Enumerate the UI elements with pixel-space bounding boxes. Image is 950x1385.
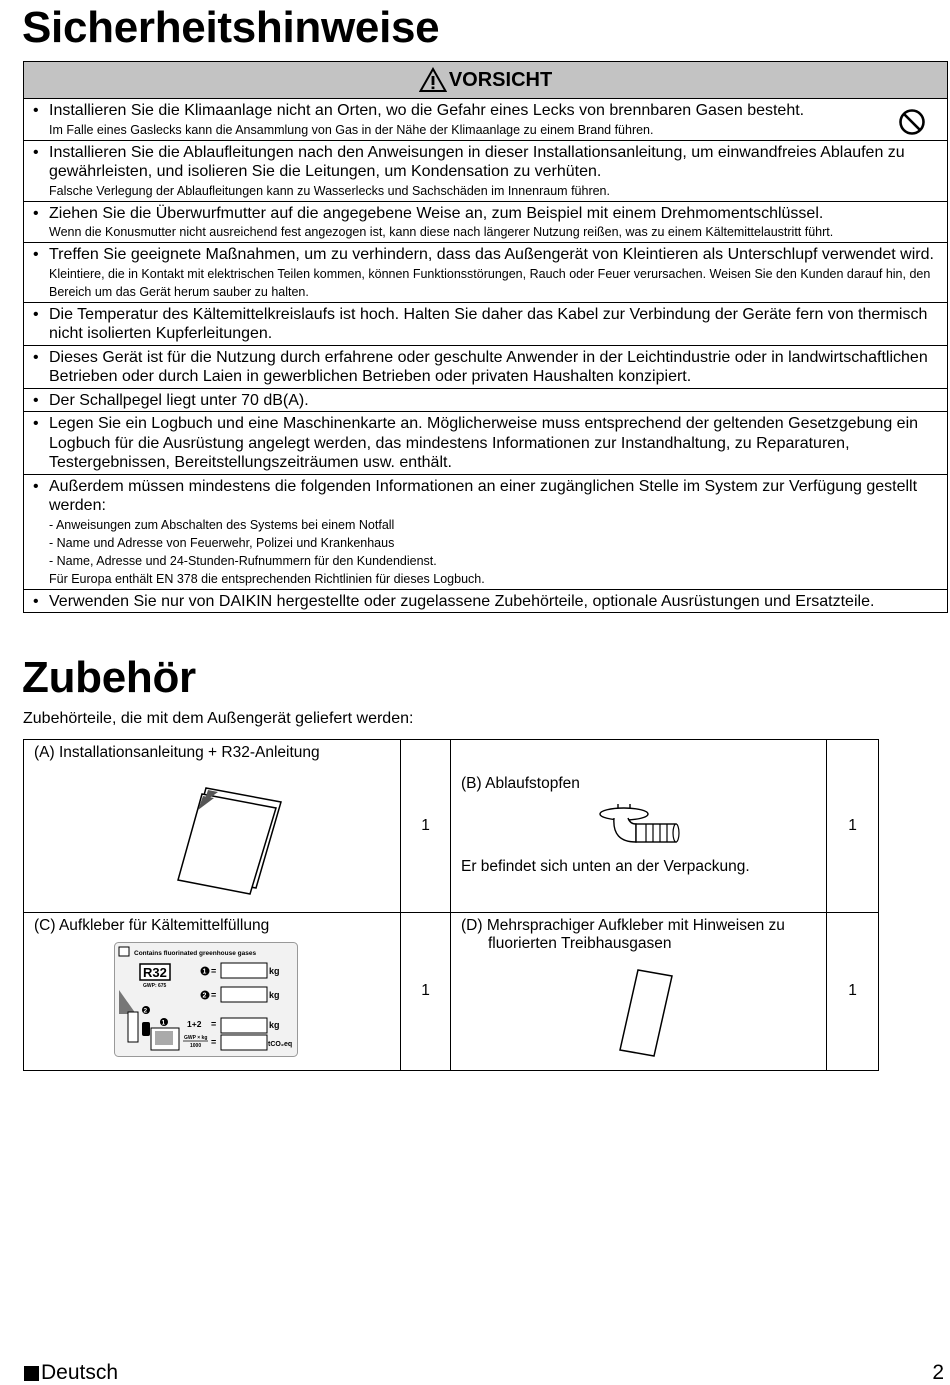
safety-item-note: - Name, Adresse und 24-Stunden-Rufnummern für den Kundendienst. [49,553,437,568]
caution-header [24,62,947,99]
accessory-qty: 1 [401,912,451,1070]
refrigerant-sticker-image [114,942,298,1057]
safety-item-note: - Anweisungen zum Abschalten des Systems bei einem Notfall [49,517,395,532]
safety-item-text: Der Schallpegel liegt unter 70 dB(A). [49,391,309,409]
caution-box [23,61,948,613]
svg-text:=: = [211,965,217,976]
accessory-label: (A) Installationsanleitung + R32-Anleitung [34,744,320,761]
safety-item-note: Im Falle eines Gaslecks kann die Ansammlung von Gas in der Nähe der Klimaanlage zu einem Brand führen. [49,122,654,137]
svg-text:=: = [211,989,217,1000]
page-number: 2 [932,1361,944,1384]
accessory-qty: 1 [401,740,451,913]
language-label: Deutsch [41,1361,119,1384]
safety-item: • Treffen Sie geeignete Maßnahmen, um zu verhindern, dass das Außengerät von Kleintieren als Unterschlupf verwendet wird. Kleintiere, die in Kontakt mit elektrischen Teilen kommen, können Funktionsstörungen, Rauch oder Feuer verursachen. Weisen Sie den Kunden darauf hin, den Bereich um das Gerät herum sauber zu halten. [24,243,947,303]
svg-text:=: = [211,1036,217,1047]
accessory-qty: 1 [827,740,879,913]
svg-text:GWP × kg: GWP × kg [184,1034,208,1041]
safety-item: • Außerdem müssen mindestens die folgenden Informationen an einer zugänglichen Stelle im System zur Verfügung gestellt werden: - Anweisungen zum Abschalten des Systems bei einem Notfall - Name und Adresse von Feuerwehr, Polizei und Krankenhaus - Name, Adresse und 24-Stunden-Rufnummern für den Kundendienst. Für Europa enthält EN 378 die entsprechenden Richtlinien für dieses Logbuch. [24,475,947,590]
page-title: Sicherheitshinweise [22,3,440,52]
accessory-note: Er befindet sich unten an der Verpackung. [461,858,750,875]
accessory-qty: 1 [827,912,879,1070]
safety-item-note: - Name und Adresse von Feuerwehr, Polizei und Krankenhaus [49,535,395,550]
safety-item: • Der Schallpegel liegt unter 70 dB(A). [24,389,947,413]
safety-item-text: Außerdem müssen mindestens die folgenden Informationen an einer zugänglichen Stelle im System zur Verfügung gestellt werden: [49,477,918,514]
svg-text:kg: kg [269,965,280,976]
svg-text:kg: kg [269,989,280,1000]
accessory-label: (B) Ablaufstopfen [461,775,580,792]
safety-item-text: Treffen Sie geeignete Maßnahmen, um zu verhindern, dass das Außengerät von Kleintieren als Unterschlupf verwendet wird. [49,246,934,263]
square-bullet-icon [24,1366,39,1381]
accessories-intro: Zubehörteile, die mit dem Außengerät geliefert werden: [23,710,414,727]
drain-plug-icon [596,802,681,854]
prohibited-icon [898,108,926,136]
sticker-gwp: GWP: 675 [143,982,167,989]
sticker-header: Contains fluorinated greenhouse gases [134,949,257,957]
safety-item-note: Kleintiere, die in Kontakt mit elektrischen Teilen kommen, können Funktionsstörungen, Rauch oder Feuer verursachen. Weisen Sie den Kunden darauf hin, den Bereich um das Gerät herum sauber zu halten. [49,266,931,299]
safety-item-note: Wenn die Konusmutter nicht ausreichend fest angezogen ist, kann diese nach längerer Nutzung reißen, was zu einem Kältemittelaustritt führt. [49,225,834,239]
accessory-cell-a [24,740,401,913]
safety-item: • Die Temperatur des Kältemittelkreislaufs ist hoch. Halten Sie daher das Kabel zur Verbindung der Geräte fern von thermisch nicht isolierten Kupferleitungen. [24,303,947,346]
manual-booklets-icon [174,780,284,895]
safety-item: • Dieses Gerät ist für die Nutzung durch erfahrene oder geschulte Anwender in der Leichtindustrie oder in landwirtschaftlichen Betrieben oder durch Laien in gewerblichen Betrieben oder privaten Haushalten konzipiert. [24,346,947,389]
fgas-label-strip-icon [616,968,676,1058]
warning-icon [419,67,447,93]
safety-item-text: Installieren Sie die Ablaufleitungen nach den Anweisungen in dieser Installationsanleitung, um einwandfreies Ablaufen zu gewährleisten, und isolieren Sie die Leitungen, um Kondensation zu verhüten. [49,143,905,180]
accessory-cell-b [451,740,827,913]
footer-language [24,1361,118,1385]
accessories-table [23,739,879,1071]
section-title: Zubehör [22,653,196,702]
safety-item: • Installieren Sie die Klimaanlage nicht an Orten, wo die Gefahr eines Lecks von brennbaren Gasen besteht. Im Falle eines Gaslecks kann die Ansammlung von Gas in der Nähe der Klimaanlage zu einem Brand führen. [24,99,947,141]
safety-item-note: Für Europa enthält EN 378 die entsprechenden Richtlinien für dieses Logbuch. [49,571,485,586]
safety-item-text: Legen Sie ein Logbuch und eine Maschinenkarte an. Möglicherweise muss entsprechend der geltenden Gesetzgebung ein Logbuch für die Ausrüstung angelegt werden, das mindestens Informationen zur Instandhaltung, zu Reparaturen, Testergebnissen, Bereitstellungszeiträumen usw. enthält. [49,415,919,471]
safety-item-text: Ziehen Sie die Überwurfmutter auf die angegebene Weise an, zum Beispiel mit einem Drehmomentschlüssel. [49,204,824,222]
safety-item-note: Falsche Verlegung der Ablaufleitungen kann zu Wasserlecks und Sachschäden im Innenraum führen. [49,183,610,198]
svg-text:2: 2 [202,992,207,1000]
accessory-label: (C) Aufkleber für Kältemittelfüllung [34,916,270,934]
safety-item-text: Verwenden Sie nur von DAIKIN hergestellte oder zugelassene Zubehörteile, optionale Ausrüstungen und Ersatzteile. [49,592,875,610]
svg-text:kg: kg [269,1019,280,1030]
svg-text:1: 1 [161,1019,166,1027]
safety-item-text: Installieren Sie die Klimaanlage nicht an Orten, wo die Gefahr eines Lecks von brennbaren Gasen besteht. [49,102,805,119]
safety-item: • Legen Sie ein Logbuch und eine Maschinenkarte an. Möglicherweise muss entsprechend der geltenden Gesetzgebung ein Logbuch für die Ausrüstung angelegt werden, das mindestens Informationen zur Instandhaltung, zu Reparaturen, Testergebnissen, Bereitstellungszeiträumen usw. enthält. [24,412,947,475]
safety-item: • Installieren Sie die Ablaufleitungen nach den Anweisungen in dieser Installationsanleitung, um einwandfreies Ablaufen zu gewährleisten, und isolieren Sie die Leitungen, um Kondensation zu verhüten. Falsche Verlegung der Ablaufleitungen kann zu Wasserlecks und Sachschäden im Innenraum führen. [24,141,947,202]
svg-text:=: = [211,1018,217,1029]
svg-text:2: 2 [143,1007,148,1015]
svg-text:1: 1 [202,968,207,976]
svg-text:tCO₂eq: tCO₂eq [268,1040,293,1048]
accessory-cell-d [451,912,827,1070]
svg-text:1+2: 1+2 [187,1018,202,1029]
svg-text:1000: 1000 [190,1042,202,1049]
sticker-refrigerant: R32 [143,964,167,980]
safety-item: • Ziehen Sie die Überwurfmutter auf die angegebene Weise an, zum Beispiel mit einem Drehmomentschlüssel. Wenn die Konusmutter nicht ausreichend fest angezogen ist, kann diese nach längerer Nutzung reißen, was zu einem Kältemittelaustritt führt. [24,202,947,244]
accessory-cell-c [24,912,401,1070]
safety-item: • Verwenden Sie nur von DAIKIN hergestellte oder zugelassene Zubehörteile, optionale Ausrüstungen und Ersatzteile. [33,592,875,610]
safety-item-text: Die Temperatur des Kältemittelkreislaufs ist hoch. Halten Sie daher das Kabel zur Verbindung der Geräte fern von thermisch nicht isolierten Kupferleitungen. [49,305,928,342]
caution-label: VORSICHT [448,68,553,91]
accessory-label: (D) Mehrsprachiger Aufkleber mit Hinweisen zu fluorierten Treibhausgasen [461,916,785,952]
safety-item-text: Dieses Gerät ist für die Nutzung durch erfahrene oder geschulte Anwender in der Leichtindustrie oder in landwirtschaftlichen Betrieben oder durch Laien in gewerblichen Betrieben oder privaten Haushalten konzipiert. [49,348,928,385]
